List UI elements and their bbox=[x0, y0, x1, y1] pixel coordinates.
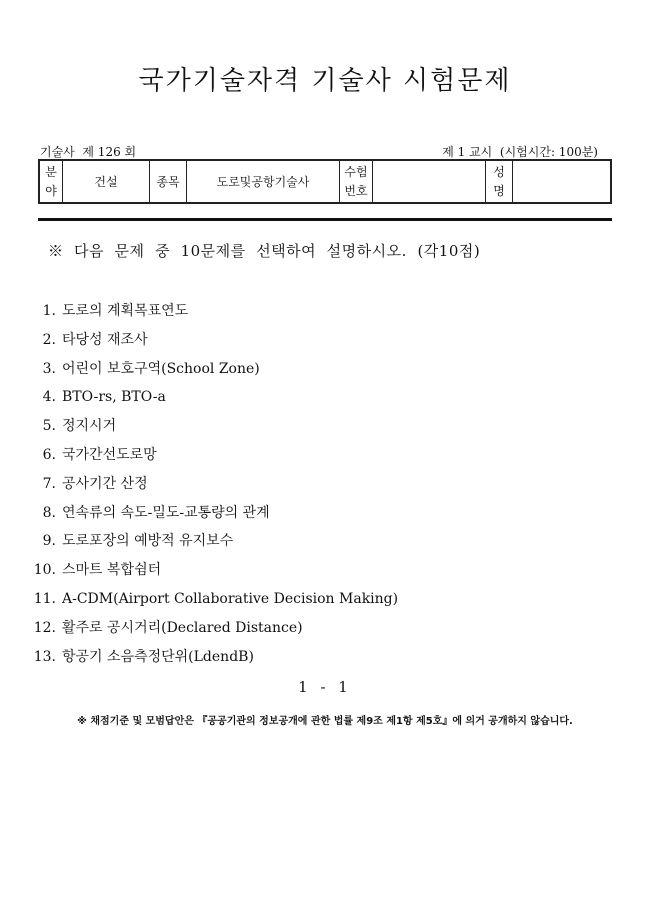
question-item bbox=[28, 588, 398, 617]
question-item bbox=[28, 358, 398, 387]
question-text: 국가간선도로망 bbox=[62, 446, 157, 463]
question-number: 13. bbox=[33, 648, 56, 665]
question-number: 3. bbox=[42, 360, 56, 377]
question-number: 5. bbox=[42, 418, 56, 435]
question-number: 12. bbox=[33, 619, 56, 636]
field-value: 건설 bbox=[63, 160, 150, 203]
question-text: 어린이 보호구역(School Zone) bbox=[62, 360, 260, 377]
question-item bbox=[28, 530, 398, 559]
exam-info-table bbox=[38, 159, 612, 204]
question-text: 공사기간 산정 bbox=[62, 475, 148, 492]
question-number: 8. bbox=[42, 504, 56, 521]
question-number: 4. bbox=[42, 389, 56, 406]
question-text: 도로의 계획목표연도 bbox=[62, 303, 189, 319]
type-value: 도로및공항기술사 bbox=[187, 160, 340, 203]
question-item bbox=[28, 559, 398, 588]
question-text: 활주로 공시거리(Declared Distance) bbox=[62, 619, 303, 636]
question-text: BTO-rs, BTO-a bbox=[62, 389, 166, 406]
question-number: 6. bbox=[42, 446, 56, 463]
divider bbox=[38, 218, 612, 221]
exam-number-value[interactable] bbox=[373, 160, 486, 203]
question-text: 연속류의 속도-밀도-교통량의 관계 bbox=[62, 504, 270, 521]
question-number: 1. bbox=[42, 303, 56, 319]
question-text: A-CDM(Airport Collaborative Decision Making) bbox=[62, 590, 399, 607]
question-number: 2. bbox=[42, 331, 56, 348]
field-label: 분 야 bbox=[39, 160, 63, 203]
question-number: 7. bbox=[42, 475, 56, 492]
question-item bbox=[28, 473, 398, 502]
exam-number-label: 수험 번호 bbox=[340, 160, 373, 203]
question-number: 9. bbox=[42, 533, 56, 550]
question-number: 10. bbox=[33, 562, 56, 579]
exam-session: 제 1 교시 (시험시간: 100분) bbox=[442, 145, 598, 159]
question-item bbox=[28, 646, 398, 675]
footnote: ※ 채점기준 및 모범답안은 『공공기관의 정보공개에 관한 법률 제9조 제1항 제5호』에 의거 공개하지 않습니다. bbox=[77, 716, 573, 727]
name-label: 성 명 bbox=[486, 160, 513, 203]
question-text: 타당성 재조사 bbox=[62, 331, 148, 348]
question-item bbox=[28, 300, 398, 329]
question-item bbox=[28, 386, 398, 415]
type-label: 종목 bbox=[150, 160, 187, 203]
question-item bbox=[28, 444, 398, 473]
question-text: 항공기 소음측정단위(LdendB) bbox=[62, 648, 254, 665]
question-item bbox=[28, 329, 398, 358]
instruction: ※ 다음 문제 중 10문제를 선택하여 설명하시오. (각10점) bbox=[48, 242, 481, 260]
question-item bbox=[28, 502, 398, 531]
name-value[interactable] bbox=[513, 160, 612, 203]
question-text: 정지시거 bbox=[62, 418, 117, 435]
question-item bbox=[28, 617, 398, 646]
question-text: 도로포장의 예방적 유지보수 bbox=[62, 533, 234, 550]
question-item bbox=[28, 415, 398, 444]
question-text: 스마트 복합쉼터 bbox=[62, 562, 162, 579]
page-title: 국가기술자격 기술사 시험문제 bbox=[138, 66, 512, 96]
question-list bbox=[28, 300, 398, 674]
exam-round: 기술사 제 126 회 bbox=[40, 145, 137, 159]
question-number: 11. bbox=[33, 590, 56, 607]
page-number: 1 - 1 bbox=[298, 678, 352, 696]
